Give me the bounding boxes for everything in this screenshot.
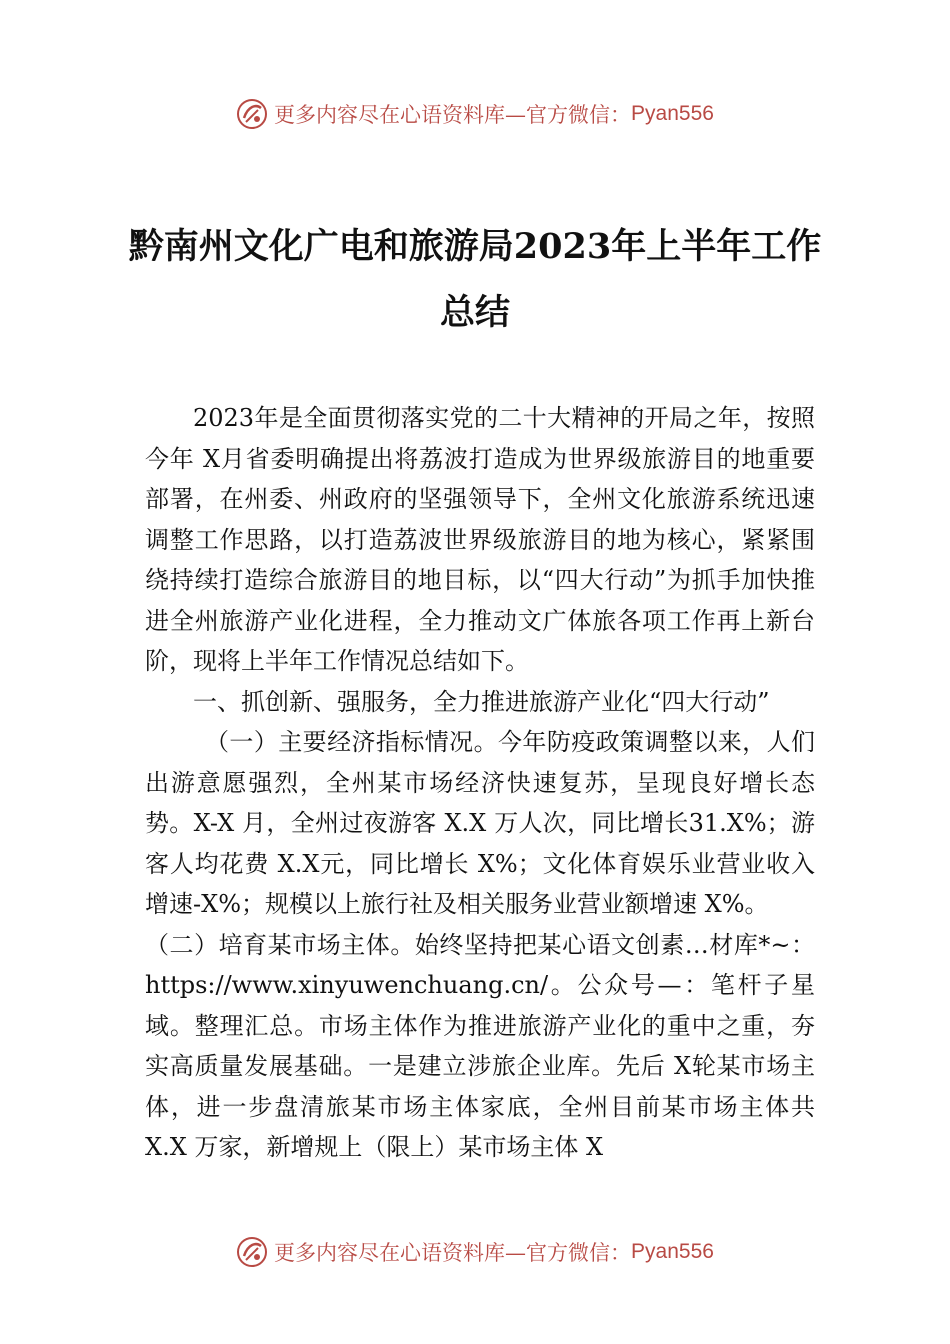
xinyu-logo-icon: [236, 98, 268, 130]
watermark-wechat-id: Pyan556: [631, 1240, 714, 1263]
xinyu-logo-icon: [236, 1236, 268, 1268]
section-heading-1: 一、抓创新、强服务，全力推进旅游产业化“四大行动”: [193, 687, 770, 716]
document-title: 黔南州文化广电和旅游局2023年上半年工作总结: [128, 226, 822, 333]
watermark-banner-top: [0, 94, 950, 134]
paragraph-intro: 2023年是全面贯彻落实党的二十大精神的开局之年，按照今年 X月省委明确提出将荔波打造成为世界级旅游目的地重要部署，在州委、州政府的坚强领导下，全州文化旅游系统迅速调整工作思路，以打造荔波世界级旅游目的地为核心，紧紧围绕持续打造综合旅游目的地目标，以“四大行动”为抓手加快推进全州旅游产业化进程，全力推动文广体旅各项工作再上新台阶，现将上半年工作情况总结如下。: [145, 404, 815, 675]
paragraph-market-entities: （二）培育某市场主体。始终坚持把某心语文创素…材库*~：https://www.xinyuwenchuang.cn/。公众号—：笔杆子星域。整理汇总。市场主体作为推进旅游产业化的重中之重，夯实高质量发展基础。一是建立涉旅企业库。先后 X轮某市场主体，进一步盘清旅某市场主体家底，全州目前某市场主体共 X.X 万家，新增规上（限上）某市场主体 X: [145, 930, 815, 1161]
watermark-text: 更多内容尽在心语资料库—官方微信：: [274, 103, 632, 127]
document-body: [145, 398, 815, 1168]
watermark-banner-bottom: [0, 1232, 950, 1272]
watermark-wechat-id: Pyan556: [631, 102, 714, 125]
paragraph-economic-indicators: （一）主要经济指标情况。今年防疫政策调整以来，人们出游意愿强烈，全州某市场经济快速复苏，呈现良好增长态势。X-X 月，全州过夜游客 X.X 万人次，同比增长31.X%；游客人均花费 X.X元，同比增长 X%；文化体育娱乐业营业收入增速-X%；规模以上旅行社及相关服务业营业额增速 X%。: [145, 728, 815, 918]
watermark-text: 更多内容尽在心语资料库—官方微信：: [274, 1241, 632, 1265]
